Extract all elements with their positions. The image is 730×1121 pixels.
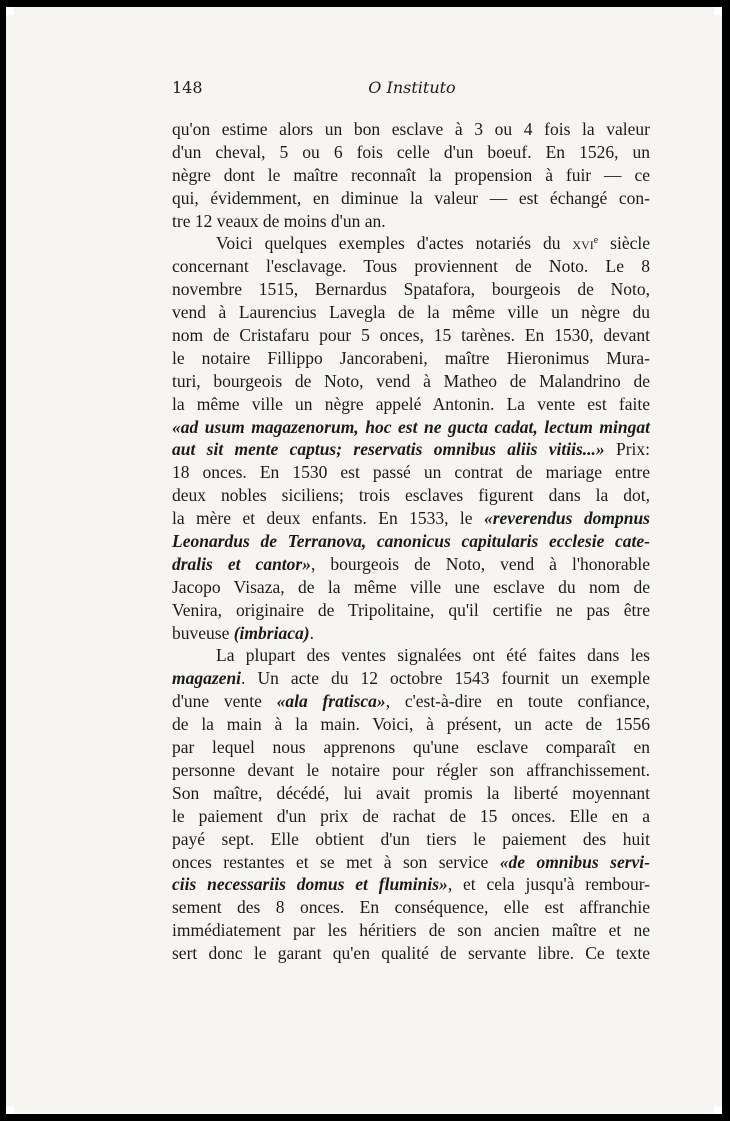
text-segment: novembre 1515, Bernardus Spatafora, bourgeois de Noto,: [172, 279, 650, 300]
text-line: [172, 553, 650, 576]
text-line: [172, 942, 650, 965]
text-line: [172, 278, 650, 301]
text-segment: siècle: [598, 233, 650, 254]
text-segment: .: [309, 622, 314, 643]
text-segment: tre 12 veaux de moins d'un an.: [172, 210, 386, 231]
text-segment: turi, bourgeois de Noto, vend à Matheo de Malandrino de: [172, 370, 650, 391]
text-line: [172, 622, 650, 645]
text-line: [172, 232, 650, 255]
text-line: [172, 805, 650, 828]
page-header: [172, 78, 652, 100]
text-segment: nègre dont le maître reconnaît la propension à fuir — ce: [172, 164, 650, 185]
text-line: [172, 416, 650, 439]
text-segment: dralis et cantor»: [172, 553, 311, 574]
text-line: [172, 599, 650, 622]
text-line: [172, 507, 650, 530]
text-line: [172, 484, 650, 507]
text-segment: «reverendus dompnus: [483, 508, 650, 529]
text-segment: le paiement d'un prix de rachat de 15 onces. Elle en a: [172, 805, 650, 826]
text-segment: Venira, originaire de Tripolitaine, qu'il certifie ne pas être: [172, 599, 650, 620]
text-segment: le notaire Fillippo Jancorabeni, maître Hieronimus Mura-: [172, 347, 650, 368]
text-segment: d'un cheval, 5 ou 6 fois celle d'un boeuf. En 1526, un: [172, 141, 650, 162]
text-line: [172, 393, 650, 416]
text-segment: buveuse: [172, 622, 234, 643]
text-line: [172, 667, 650, 690]
text-line: [172, 530, 650, 553]
text-segment: aut sit mente captus; reservatis omnibus aliis vitiis...»: [172, 439, 605, 460]
text-segment: , c'est-à-dire en toute confiance,: [385, 691, 650, 712]
text-line: [172, 461, 650, 484]
text-segment: «de omnibus servi-: [499, 851, 650, 872]
text-segment: Son maître, décédé, lui avait promis la liberté moyennant: [172, 782, 650, 803]
text-segment: deux nobles siciliens; trois esclaves figurent dans la dot,: [172, 485, 650, 506]
text-segment: payé sept. Elle obtient d'un tiers le paiement des huit: [172, 828, 650, 849]
text-segment: La plupart des ventes signalées ont été faites dans les: [216, 645, 650, 666]
text-segment: personne devant le notaire pour régler son affranchissement.: [172, 759, 650, 780]
text-line: [172, 782, 650, 805]
text-line: [172, 187, 650, 210]
text-segment: de la main à la main. Voici, à présent, un acte de 1556: [172, 714, 650, 735]
text-segment: «ala fratisca»: [276, 691, 386, 712]
text-segment: onces restantes et se met à son service: [172, 851, 500, 872]
text-segment: . Un acte du 12 octobre 1543 fournit un exemple: [241, 668, 650, 689]
text-segment: concernant l'esclavage. Tous proviennent de Noto. Le 8: [172, 256, 650, 277]
text-segment: magazeni: [172, 668, 242, 689]
text-segment: 18 onces. En 1530 est passé un contrat de mariage entre: [172, 462, 650, 483]
text-segment: sement des 8 onces. En conséquence, elle est affranchie: [172, 897, 650, 918]
text-line: [172, 301, 650, 324]
text-segment: par lequel nous apprenons qu'une esclave comparaît en: [172, 737, 650, 758]
text-line: [172, 759, 650, 782]
text-line: [172, 690, 650, 713]
scan-corner: [6, 7, 14, 15]
text-segment: (imbriaca): [233, 622, 310, 643]
text-line: [172, 576, 650, 599]
text-line: [172, 370, 650, 393]
page-number: 148: [172, 78, 203, 97]
text-line: [172, 919, 650, 942]
text-line: [172, 255, 650, 278]
text-line: [172, 118, 650, 141]
text-line: [172, 851, 650, 874]
scan-corner: [6, 1106, 14, 1114]
text-segment: Prix:: [604, 439, 650, 460]
text-line: [172, 141, 650, 164]
text-segment: sert donc le garant qu'en qualité de servante libre. Ce texte: [172, 943, 650, 964]
body-text: [172, 118, 650, 965]
text-line: [172, 873, 650, 896]
text-segment: Voici quelques exemples d'actes notariés du: [216, 233, 573, 254]
text-line: [172, 347, 650, 370]
text-line: [172, 324, 650, 347]
text-segment: e: [593, 235, 599, 247]
text-segment: , bourgeois de Noto, vend à l'honorable: [310, 553, 650, 574]
text-segment: la mère et deux enfants. En 1533, le: [172, 508, 484, 529]
text-line: [172, 210, 650, 233]
text-line: [172, 896, 650, 919]
text-segment: Leonardus de Terranova, canonicus capitularis ecclesie cate-: [172, 531, 650, 552]
text-line: [172, 736, 650, 759]
text-segment: Jacopo Visaza, de la même ville une esclave du nom de: [172, 576, 650, 597]
text-segment: nom de Cristafaru pour 5 onces, 15 tarènes. En 1530, devant: [172, 325, 650, 346]
text-line: [172, 828, 650, 851]
scan-corner: [714, 7, 722, 15]
text-segment: ciis necessariis domus et fluminis»: [172, 874, 448, 895]
text-segment: d'une vente: [172, 691, 277, 712]
text-segment: qui, évidemment, en diminue la valeur — est échangé con-: [172, 187, 650, 208]
text-line: [172, 438, 650, 461]
text-line: [172, 164, 650, 187]
text-line: [172, 644, 650, 667]
scan-corner: [714, 1106, 722, 1114]
text-line: [172, 713, 650, 736]
text-segment: , et cela jusqu'à rembour-: [447, 874, 650, 895]
text-segment: qu'on estime alors un bon esclave à 3 ou 4 fois la valeur: [172, 119, 650, 139]
text-segment: immédiatement par les héritiers de son ancien maître et ne: [172, 920, 650, 941]
text-segment: vend à Laurencius Lavegla de la même ville un nègre du: [172, 302, 650, 323]
text-segment: xvi: [572, 233, 594, 254]
text-segment: la même ville un nègre appelé Antonin. La vente est faite: [172, 393, 650, 414]
running-title: O Instituto: [368, 78, 456, 97]
text-segment: «ad usum magazenorum, hoc est ne gucta cadat, lectum mingat: [172, 416, 650, 437]
